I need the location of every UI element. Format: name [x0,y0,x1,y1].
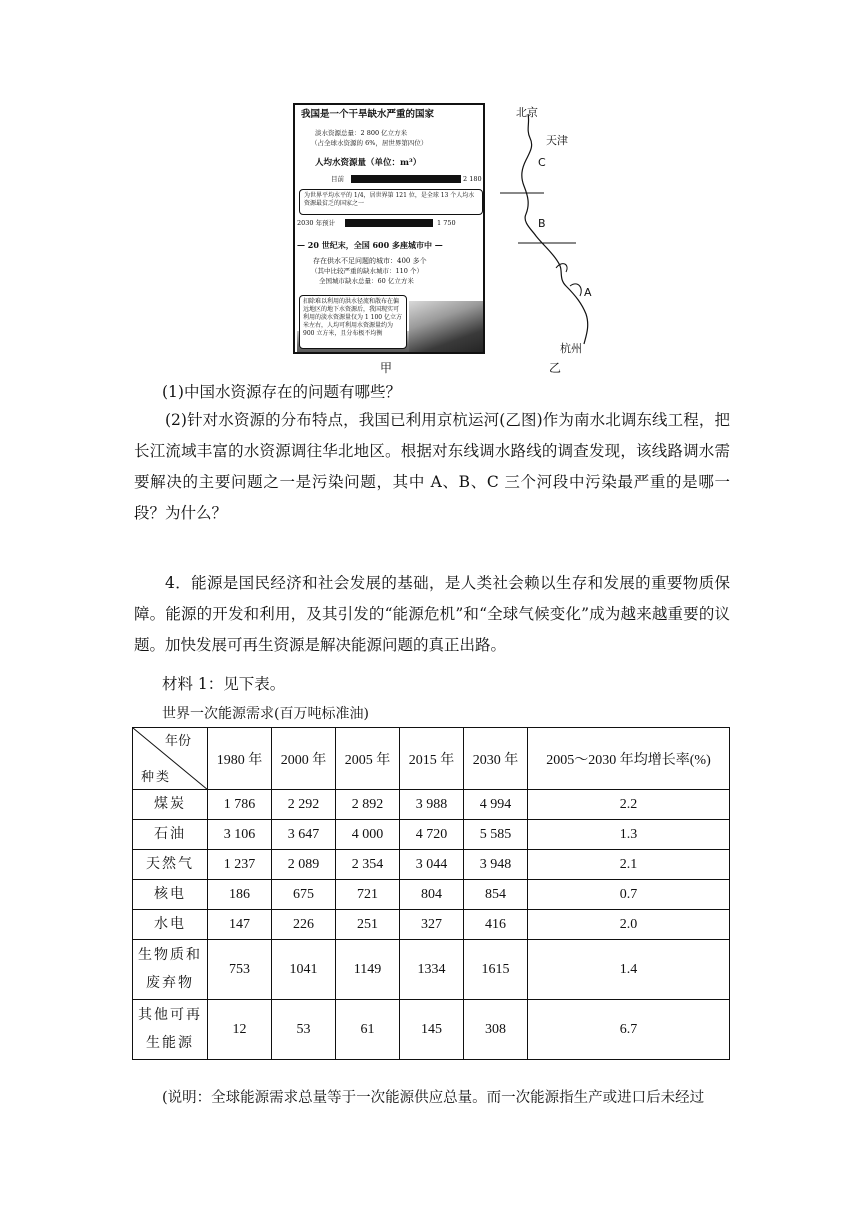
value-cell: 721 [336,880,400,910]
value-cell: 5 585 [464,820,528,850]
energy-demand-table [132,727,730,1060]
fig-jia-current-label: 目前 [331,175,344,183]
fig-jia-bottom-text: 扣除难以利用的洪水径流和散布在偏远地区的地下水资源后，我国现实可利用的淡水资源量仅为 1 100 亿立方米左右，人均可利用水资源量约为 900 立方米，且分布极不均衡 [303,298,402,337]
label-c: C [538,156,546,169]
fig-jia-forecast-label: 2030 年预计 [297,219,336,227]
value-cell: 2.0 [528,910,730,940]
value-cell: 854 [464,880,528,910]
table-title: 世界一次能源需求(百万吨标准油) [162,706,369,722]
header-growth-rate: 2005～2030 年均增长率(%) [528,728,730,790]
value-cell: 251 [336,910,400,940]
header-2015: 2015 年 [400,728,464,790]
label-b: B [538,217,546,230]
value-cell: 327 [400,910,464,940]
header-2000: 2000 年 [272,728,336,790]
energy-kind-cell: 其他可再生能源 [133,1000,208,1060]
value-cell: 3 988 [400,790,464,820]
energy-kind-cell: 石油 [133,820,208,850]
value-cell: 186 [208,880,272,910]
value-cell: 2 089 [272,850,336,880]
value-cell: 416 [464,910,528,940]
value-cell: 804 [400,880,464,910]
current-value-bar [351,175,461,183]
fig-jia-current-value: 2 180 [463,175,482,183]
fig-jia-cities-line3: 全国城市缺水总量：60 亿立方米 [319,277,414,285]
value-cell: 4 000 [336,820,400,850]
table-row [133,850,730,880]
value-cell: 4 720 [400,820,464,850]
section4-intro: 4．能源是国民经济和社会发展的基础，是人类社会赖以生存和发展的重要物质保障。能源的开发和利用，及其引发的“能源危机”和“全球气候变化”成为越来越重要的议题。加快发展可再生资源是解决能源问题的真正出路。 [134,574,730,654]
value-cell: 2.2 [528,790,730,820]
fig-jia-title: 我国是一个干旱缺水严重的国家 [301,109,435,120]
fig-jia-per-capita-title: 人均水资源量（单位：m³） [315,158,422,168]
fig-jia-bottom-box [299,295,407,349]
energy-kind-cell: 煤炭 [133,790,208,820]
value-cell: 6.7 [528,1000,730,1060]
table-note: (说明：全球能源需求总量等于一次能源供应总量。而一次能源指生产或进口后未经过 [162,1090,705,1106]
tree-photo [409,301,485,354]
value-cell: 3 948 [464,850,528,880]
map-yi [500,100,610,365]
value-cell: 1 237 [208,850,272,880]
value-cell: 3 106 [208,820,272,850]
value-cell: 308 [464,1000,528,1060]
figure-jia [293,103,485,354]
fig-jia-note-box [299,189,483,215]
value-cell: 1041 [272,940,336,1000]
value-cell: 1.3 [528,820,730,850]
value-cell: 1 786 [208,790,272,820]
fig-jia-total: 淡水资源总量：2 800 亿立方米 [315,129,408,137]
material-1-label: 材料 1：见下表。 [162,675,286,693]
question-1: (1)中国水资源存在的问题有哪些？ [162,383,401,401]
corner-year-label: 年份 [164,733,191,748]
forecast-value-bar [345,219,433,227]
value-cell: 3 647 [272,820,336,850]
value-cell: 2 292 [272,790,336,820]
table-row [133,910,730,940]
fig-jia-cities-title: — 20 世纪末，全国 600 多座城市中 — [297,240,443,250]
caption-jia: 甲 [380,361,393,375]
coast-bulge-2 [570,284,581,296]
question-2: (2)针对水资源的分布特点，我国已利用京杭运河(乙图)作为南水北调东线工程，把长江流域丰富的水资源调往华北地区。根据对东线调水路线的调查发现，该线路调水需要解决的主要问题之一是污染问题，其中 A、B、C 三个河段中污染最严重的是哪一段？为什么？ [134,411,730,522]
value-cell: 0.7 [528,880,730,910]
fig-jia-cities-line1: 存在供水不足问题的城市：400 多个 [313,257,427,265]
value-cell: 1334 [400,940,464,1000]
table-row [133,790,730,820]
energy-kind-cell: 水电 [133,910,208,940]
label-hangzhou: 杭州 [560,342,582,355]
caption-yi: 乙 [549,361,562,375]
value-cell: 1615 [464,940,528,1000]
table-row [133,820,730,850]
table-body [133,790,730,1060]
value-cell: 53 [272,1000,336,1060]
value-cell: 61 [336,1000,400,1060]
header-1980: 1980 年 [208,728,272,790]
value-cell: 2 892 [336,790,400,820]
label-tianjin: 天津 [546,134,568,147]
energy-kind-cell: 核电 [133,880,208,910]
label-beijing: 北京 [516,106,538,119]
value-cell: 4 994 [464,790,528,820]
table-corner-cell [133,728,208,790]
value-cell: 1.4 [528,940,730,1000]
fig-jia-share: （占全球水资源的 6%，居世界第四位） [311,139,428,147]
energy-kind-cell: 天然气 [133,850,208,880]
value-cell: 2.1 [528,850,730,880]
label-a: A [584,286,592,299]
value-cell: 226 [272,910,336,940]
table-row [133,1000,730,1060]
value-cell: 2 354 [336,850,400,880]
header-2030: 2030 年 [464,728,528,790]
table-row [133,940,730,1000]
corner-kind-label: 种类 [141,769,172,784]
header-2005: 2005 年 [336,728,400,790]
value-cell: 1149 [336,940,400,1000]
value-cell: 3 044 [400,850,464,880]
value-cell: 753 [208,940,272,1000]
fig-jia-forecast-value: 1 750 [437,219,456,227]
energy-kind-cell: 生物质和废弃物 [133,940,208,1000]
value-cell: 12 [208,1000,272,1060]
fig-jia-cities-line2: （其中比较严重的缺水城市：110 个） [311,267,423,275]
value-cell: 675 [272,880,336,910]
grand-canal-line [522,114,588,344]
value-cell: 145 [400,1000,464,1060]
value-cell: 147 [208,910,272,940]
table-header-row [133,728,730,790]
fig-jia-note-text: 为世界平均水平的 1/4，居世界第 121 位，是全球 13 个人均水资源最贫乏的国家之一 [304,192,475,207]
table-row [133,880,730,910]
